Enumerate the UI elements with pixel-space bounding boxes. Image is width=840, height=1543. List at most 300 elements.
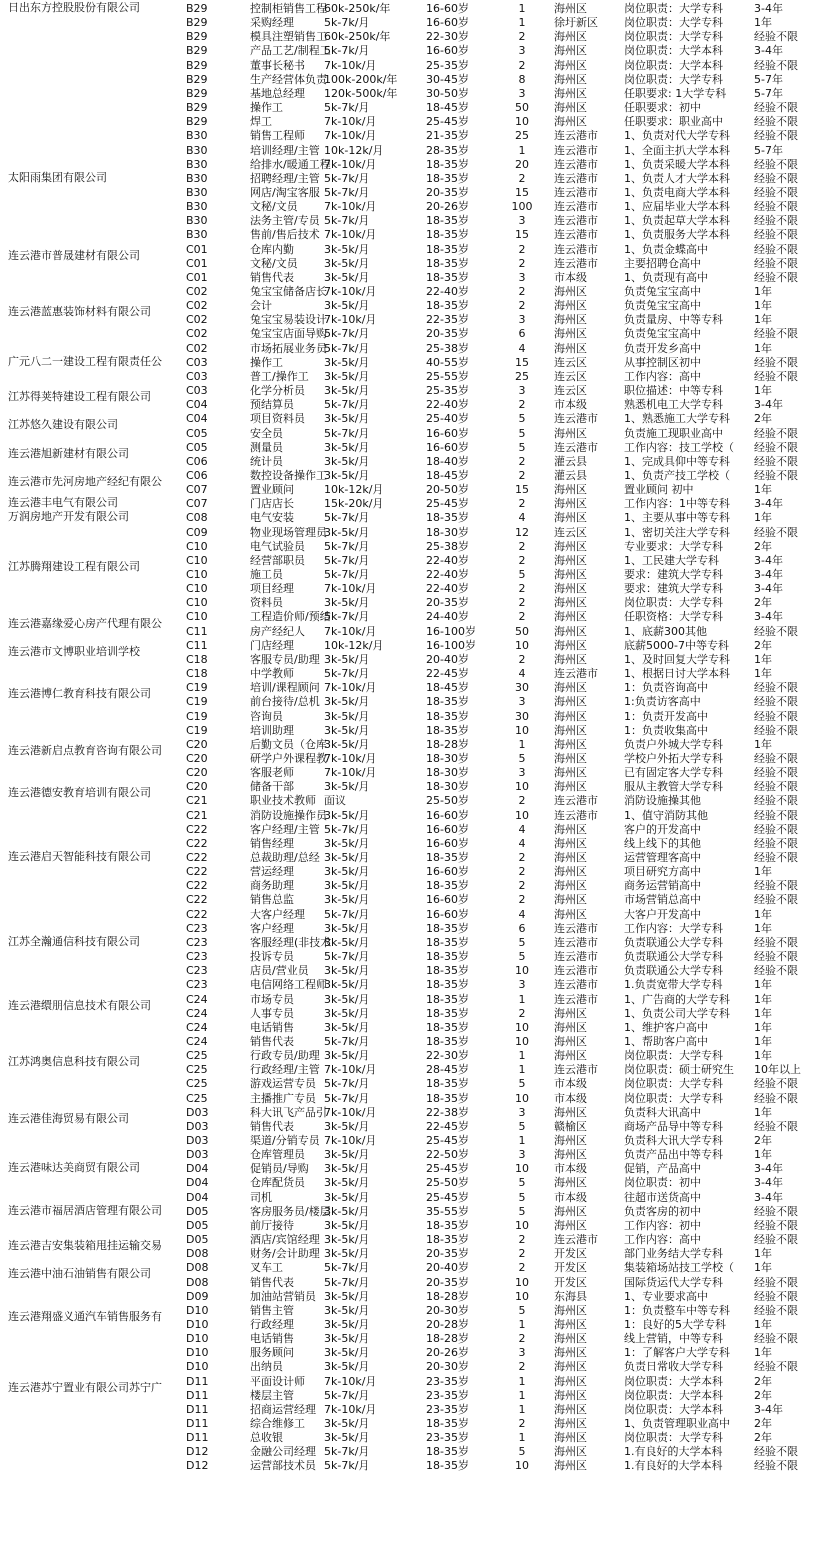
experience-cell: 经验不限 [754,1077,798,1091]
experience-cell: 1年 [754,1317,772,1331]
age-range-cell: 18-35岁 [426,270,469,284]
table-row [0,43,840,58]
position-code-cell: C20 [186,737,208,751]
headcount-cell: 25 [515,369,529,383]
headcount-cell: 3 [518,1148,526,1162]
position-code-cell: C04 [186,412,208,426]
district-cell: 海州区 [554,72,587,86]
experience-cell: 2年 [754,1388,772,1402]
requirement-cell: 置业顾问 初中 [624,483,694,497]
job-title-cell: 市场拓展业务员 [250,341,327,355]
position-code-cell: B29 [186,2,208,15]
age-range-cell: 30-45岁 [426,72,469,86]
headcount-cell: 1 [518,1374,526,1388]
experience-cell: 1年 [754,1020,772,1034]
age-range-cell: 18-35岁 [426,256,469,270]
experience-cell: 经验不限 [754,1275,798,1289]
position-code-cell: B30 [186,129,208,143]
salary-cell: 面议 [324,794,346,808]
requirement-cell: 负责量房、中等专科 [624,313,723,327]
headcount-cell: 50 [515,101,529,115]
headcount-cell: 2 [518,242,526,256]
salary-cell: 3k-5k/月 [324,454,370,468]
job-title-cell: 金融公司经理 [250,1445,316,1459]
company-name: 连云港蓝惠装饰材料有限公司 [8,305,151,319]
position-code-cell: C10 [186,568,208,581]
requirement-cell: 1：了解客户大学专科 [624,1346,730,1360]
requirement-cell: 1、负责电商大学本科 [624,185,730,199]
age-range-cell: 20-35岁 [426,1275,469,1289]
requirement-cell: 任职要求: 1大学专科 [624,86,727,100]
job-title-cell: 后勤文员（仓库 [250,737,327,751]
salary-cell: 3k-5k/月 [324,695,370,709]
job-title-cell: 项目经理 [250,582,294,596]
district-cell: 海州区 [554,426,587,440]
job-title-cell: 物业现场管理员 [250,525,327,539]
age-range-cell: 18-35岁 [426,1020,469,1034]
position-code-cell: B29 [186,58,208,72]
requirement-cell: 岗位职责：大学本科 [624,1388,723,1402]
table-row [0,326,840,341]
experience-cell: 经验不限 [754,58,798,72]
company-name: 连云港翔盛义通汽车销售服务有 [8,1309,162,1323]
position-code-cell: B29 [186,16,208,30]
job-title-cell: 客服经理(非技术 [250,935,332,949]
experience-cell: 1年 [754,341,772,355]
job-title-cell: 仓库管理员 [250,1148,305,1162]
position-code-cell: D10 [186,1346,209,1360]
experience-cell: 经验不限 [754,440,798,454]
job-title-cell: 促销员/导购 [250,1162,309,1176]
position-code-cell: C02 [186,341,208,355]
experience-cell: 2年 [754,1374,772,1388]
job-title-cell: 客户经理 [250,921,294,935]
table-row [0,100,840,115]
experience-cell: 1年 [754,1049,772,1063]
salary-cell: 5k-7k/月 [324,1034,370,1048]
headcount-cell: 5 [518,568,526,581]
position-code-cell: D03 [186,1119,209,1133]
table-row [0,949,840,964]
headcount-cell: 12 [515,525,529,539]
district-cell: 连云区 [554,369,587,383]
position-code-cell: D11 [186,1417,209,1430]
district-cell: 海州区 [554,737,587,751]
requirement-cell: 负责户外城大学专科 [624,737,723,751]
district-cell: 海州区 [554,1374,587,1388]
requirement-cell: 1：负责开发高中 [624,709,708,723]
headcount-cell: 1 [518,1134,526,1147]
headcount-cell: 8 [518,72,526,86]
requirement-cell: 1、负责起草大学本科 [624,214,730,228]
salary-cell: 7k-10k/月 [324,751,377,765]
district-cell: 海州区 [554,1176,587,1190]
headcount-cell: 2 [518,865,526,879]
experience-cell: 经验不限 [754,101,798,115]
table-row [0,1359,840,1374]
experience-cell: 经验不限 [754,200,798,214]
salary-cell: 7k-10k/月 [324,115,377,129]
salary-cell: 5k-7k/月 [324,16,370,30]
district-cell: 海州区 [554,1020,587,1034]
job-title-cell: 化学分析员 [250,384,305,398]
experience-cell: 1年 [754,511,772,525]
requirement-cell: 线上营销，中等专科 [624,1332,723,1346]
district-cell: 海州区 [554,1346,587,1360]
age-range-cell: 18-35岁 [426,1459,469,1473]
position-code-cell: C10 [186,582,208,596]
company-name: 连云港佳海贸易有限公司 [8,1111,129,1125]
district-cell: 连云港市 [554,992,598,1006]
job-title-cell: 房产经纪人 [250,624,305,638]
requirement-cell: 岗位职责：大学本科 [624,1374,723,1388]
salary-cell: 3k-5k/月 [324,1431,370,1445]
job-title-cell: 控制柜销售工程 [250,2,327,15]
table-row [0,284,840,299]
table-row [0,836,840,851]
table-row [0,86,840,101]
job-title-cell: 电气安装 [250,511,294,525]
job-title-cell: 财务/会计助理 [250,1247,320,1261]
experience-cell: 3-4年 [754,2,783,15]
district-cell: 海州区 [554,313,587,327]
age-range-cell: 25-35岁 [426,58,469,72]
table-row [0,977,840,992]
experience-cell: 1年 [754,285,772,298]
company-name: 广元八二一建设工程有限责任公 [8,354,162,368]
position-code-cell: D10 [186,1360,209,1374]
position-code-cell: D11 [186,1388,209,1402]
salary-cell: 3k-5k/月 [324,256,370,270]
age-range-cell: 16-60岁 [426,907,469,921]
headcount-cell: 3 [518,270,526,284]
table-row [0,1076,840,1091]
requirement-cell: 1：负责咨询高中 [624,681,708,695]
position-code-cell: C20 [186,751,208,765]
headcount-cell: 5 [518,426,526,440]
district-cell: 连云港市 [554,242,598,256]
salary-cell: 3k-5k/月 [324,1176,370,1190]
requirement-cell: 岗位职责：大学专科 [624,1431,723,1445]
job-title-cell: 培训/课程顾问 [250,681,320,695]
job-title-cell: 采购经理 [250,16,294,30]
requirement-cell: 1.有良好的大学本科 [624,1445,723,1459]
headcount-cell: 15 [515,185,529,199]
position-code-cell: C19 [186,681,208,695]
position-code-cell: C02 [186,327,208,341]
district-cell: 海州区 [554,1218,587,1232]
requirement-cell: 1、根据日讨大学本科 [624,667,730,681]
requirement-cell: 1：负责收集高中 [624,723,708,737]
job-title-cell: 总裁助理/总经 [250,851,320,864]
company-name: 连云港缳朋信息技术有限公司 [8,998,151,1012]
company-name: 江苏全瀚通信科技有限公司 [8,934,140,948]
position-code-cell: D03 [186,1148,209,1162]
requirement-cell: 往超市送货高中 [624,1190,701,1204]
requirement-cell: 1：良好的5大学专科 [624,1317,726,1331]
age-range-cell: 16-60岁 [426,822,469,836]
headcount-cell: 4 [518,822,526,836]
salary-cell: 5k-7k/月 [324,398,370,412]
table-row [0,581,840,596]
age-range-cell: 18-35岁 [426,851,469,864]
requirement-cell: 负责施工现职业高中 [624,426,723,440]
requirement-cell: 1、完成具仰中等专科 [624,454,730,468]
headcount-cell: 1 [518,16,526,30]
district-cell: 连云港市 [554,964,598,978]
salary-cell: 5k-7k/月 [324,101,370,115]
district-cell: 海州区 [554,836,587,850]
age-range-cell: 21-35岁 [426,129,469,143]
headcount-cell: 4 [518,907,526,921]
position-code-cell: C11 [186,638,208,652]
district-cell: 灌云县 [554,454,587,468]
age-range-cell: 18-30岁 [426,780,469,794]
age-range-cell: 22-45岁 [426,667,469,681]
district-cell: 海州区 [554,879,587,893]
position-code-cell: C22 [186,879,208,893]
table-row [0,1430,840,1445]
experience-cell: 经验不限 [754,808,798,822]
district-cell: 连云港市 [554,412,598,426]
headcount-cell: 4 [518,667,526,681]
job-title-cell: 出纳员 [250,1360,283,1374]
district-cell: 海州区 [554,1317,587,1331]
headcount-cell: 5 [518,751,526,765]
experience-cell: 经验不限 [754,1204,798,1218]
table-row [0,227,840,242]
headcount-cell: 2 [518,794,526,808]
headcount-cell: 3 [518,766,526,780]
age-range-cell: 18-35岁 [426,228,469,242]
salary-cell: 7k-10k/月 [324,58,377,72]
headcount-cell: 2 [518,1360,526,1374]
experience-cell: 1年 [754,1261,772,1275]
position-code-cell: C22 [186,822,208,836]
district-cell: 海州区 [554,780,587,794]
position-code-cell: C25 [186,1091,208,1105]
district-cell: 市本级 [554,398,587,412]
company-name: 连云港新启点教育咨询有限公司 [8,743,162,757]
experience-cell: 2年 [754,596,772,610]
requirement-cell: 1、熟悉施工大学专科 [624,412,730,426]
experience-cell: 1年 [754,992,772,1006]
age-range-cell: 18-35岁 [426,511,469,525]
district-cell: 海州区 [554,539,587,553]
age-range-cell: 22-40岁 [426,398,469,412]
age-range-cell: 20-30岁 [426,1303,469,1317]
job-title-cell: 电气试验员 [250,539,305,553]
headcount-cell: 1 [518,1431,526,1445]
position-code-cell: D03 [186,1134,209,1147]
district-cell: 海州区 [554,681,587,695]
experience-cell: 1年 [754,667,772,681]
job-title-cell: 销售代表 [250,270,294,284]
salary-cell: 10k-12k/月 [324,483,384,497]
headcount-cell: 2 [518,596,526,610]
salary-cell: 3k-5k/月 [324,369,370,383]
age-range-cell: 20-26岁 [426,200,469,214]
position-code-cell: D10 [186,1303,209,1317]
company-name: 太阳雨集团有限公司 [8,170,107,184]
headcount-cell: 15 [515,483,529,497]
job-title-cell: 焊工 [250,115,272,129]
position-code-cell: D03 [186,1105,209,1119]
job-title-cell: 咨询员 [250,709,283,723]
requirement-cell: 1、负责金蝶高中 [624,242,708,256]
job-title-cell: 电信网络工程师 [250,978,327,992]
position-code-cell: D11 [186,1431,209,1445]
district-cell: 连云港市 [554,667,598,681]
position-code-cell: B29 [186,72,208,86]
requirement-cell: 线上线下的其他 [624,836,701,850]
table-row [0,963,840,978]
company-name: 连云港博仁教育科技有限公司 [8,687,151,701]
headcount-cell: 3 [518,313,526,327]
age-range-cell: 28-45岁 [426,1063,469,1077]
headcount-cell: 2 [518,285,526,298]
experience-cell: 经验不限 [754,935,798,949]
table-row [0,114,840,129]
experience-cell: 1年 [754,1148,772,1162]
age-range-cell: 20-26岁 [426,1346,469,1360]
age-range-cell: 16-60岁 [426,836,469,850]
headcount-cell: 3 [518,214,526,228]
age-range-cell: 18-35岁 [426,299,469,313]
district-cell: 连云港市 [554,228,598,242]
salary-cell: 7k-10k/月 [324,624,377,638]
requirement-cell: 工作内容：大学专科 [624,921,723,935]
district-cell: 海州区 [554,723,587,737]
salary-cell: 3k-5k/月 [324,1218,370,1232]
salary-cell: 3k-5k/月 [324,865,370,879]
job-title-cell: 行政经理/主管 [250,1063,320,1077]
job-title-cell: 经营部职员 [250,553,305,567]
district-cell: 徐圩新区 [554,16,598,30]
requirement-cell: 从事控制区初中 [624,355,701,369]
table-row [0,72,840,87]
salary-cell: 3k-5k/月 [324,893,370,907]
headcount-cell: 5 [518,935,526,949]
position-code-cell: B30 [186,200,208,214]
job-title-cell: 销售主管 [250,1303,294,1317]
job-title-cell: 游戏运营专员 [250,1077,316,1091]
district-cell: 连云港市 [554,808,598,822]
position-code-cell: B30 [186,157,208,171]
district-cell: 市本级 [554,1077,587,1091]
headcount-cell: 30 [515,709,529,723]
table-row [0,907,840,922]
experience-cell: 经验不限 [754,950,798,964]
job-title-cell: 置业顾问 [250,483,294,497]
district-cell: 海州区 [554,624,587,638]
job-title-cell: 中学教师 [250,667,294,681]
age-range-cell: 25-45岁 [426,497,469,511]
district-cell: 海州区 [554,1332,587,1346]
headcount-cell: 6 [518,921,526,935]
job-title-cell: 平面设计师 [250,1374,305,1388]
headcount-cell: 1 [518,737,526,751]
district-cell: 海州区 [554,115,587,129]
job-title-cell: 预结算员 [250,398,294,412]
salary-cell: 5k-7k/月 [324,171,370,185]
salary-cell: 5k-7k/月 [324,426,370,440]
headcount-cell: 5 [518,1204,526,1218]
headcount-cell: 20 [515,157,529,171]
salary-cell: 7k-10k/月 [324,285,377,298]
district-cell: 海州区 [554,1148,587,1162]
job-title-cell: 操作工 [250,355,283,369]
requirement-cell: 1、负责管理职业高中 [624,1417,730,1430]
salary-cell: 5k-7k/月 [324,907,370,921]
experience-cell: 3-4年 [754,568,783,581]
company-name: 日出东方控股股份有限公司 [8,1,140,14]
headcount-cell: 2 [518,468,526,482]
age-range-cell: 18-35岁 [426,950,469,964]
table-row [0,808,840,823]
salary-cell: 5k-7k/月 [324,511,370,525]
age-range-cell: 35-55岁 [426,1204,469,1218]
requirement-cell: 负责科大讯大学专科 [624,1134,723,1147]
age-range-cell: 30-50岁 [426,86,469,100]
headcount-cell: 2 [518,1006,526,1020]
salary-cell: 3k-5k/月 [324,836,370,850]
requirement-cell: 1、主要从事中等专科 [624,511,730,525]
requirement-cell: 1、负责采暖大学本科 [624,157,730,171]
table-row [0,128,840,143]
salary-cell: 5k-7k/月 [324,822,370,836]
requirement-cell: 岗位职责：大学专科 [624,30,723,44]
job-title-cell: 渠道/分销专员 [250,1134,320,1147]
position-code-cell: C25 [186,1077,208,1091]
headcount-cell: 2 [518,1332,526,1346]
position-code-cell: C03 [186,369,208,383]
position-code-cell: D05 [186,1204,209,1218]
position-code-cell: B30 [186,228,208,242]
salary-cell: 7k-10k/月 [324,582,377,596]
age-range-cell: 18-45岁 [426,468,469,482]
experience-cell: 5-7年 [754,143,783,157]
age-range-cell: 18-45岁 [426,681,469,695]
position-code-cell: B30 [186,214,208,228]
salary-cell: 3k-5k/月 [324,1317,370,1331]
experience-cell: 1年 [754,384,772,398]
age-range-cell: 18-28岁 [426,1289,469,1303]
experience-cell: 经验不限 [754,129,798,143]
job-title-cell: 销售总监 [250,893,294,907]
district-cell: 海州区 [554,285,587,298]
age-range-cell: 25-55岁 [426,369,469,383]
salary-cell: 3k-5k/月 [324,964,370,978]
requirement-cell: 要求：建筑大学专科 [624,568,723,581]
job-title-cell: 销售代表 [250,1119,294,1133]
experience-cell: 1年 [754,1105,772,1119]
district-cell: 海州区 [554,483,587,497]
experience-cell: 3-4年 [754,553,783,567]
position-code-cell: C20 [186,780,208,794]
requirement-cell: 负责兔宝宝高中 [624,327,701,341]
age-range-cell: 20-40岁 [426,1261,469,1275]
age-range-cell: 25-45岁 [426,1190,469,1204]
requirement-cell: 部门业务结大学专科 [624,1247,723,1261]
requirement-cell: 1:负责访客高中 [624,695,701,709]
requirement-cell: 岗位职责：大学专科 [624,16,723,30]
district-cell: 海州区 [554,299,587,313]
salary-cell: 7k-10k/月 [324,200,377,214]
experience-cell: 经验不限 [754,709,798,723]
position-code-cell: C23 [186,964,208,978]
position-code-cell: C04 [186,398,208,412]
